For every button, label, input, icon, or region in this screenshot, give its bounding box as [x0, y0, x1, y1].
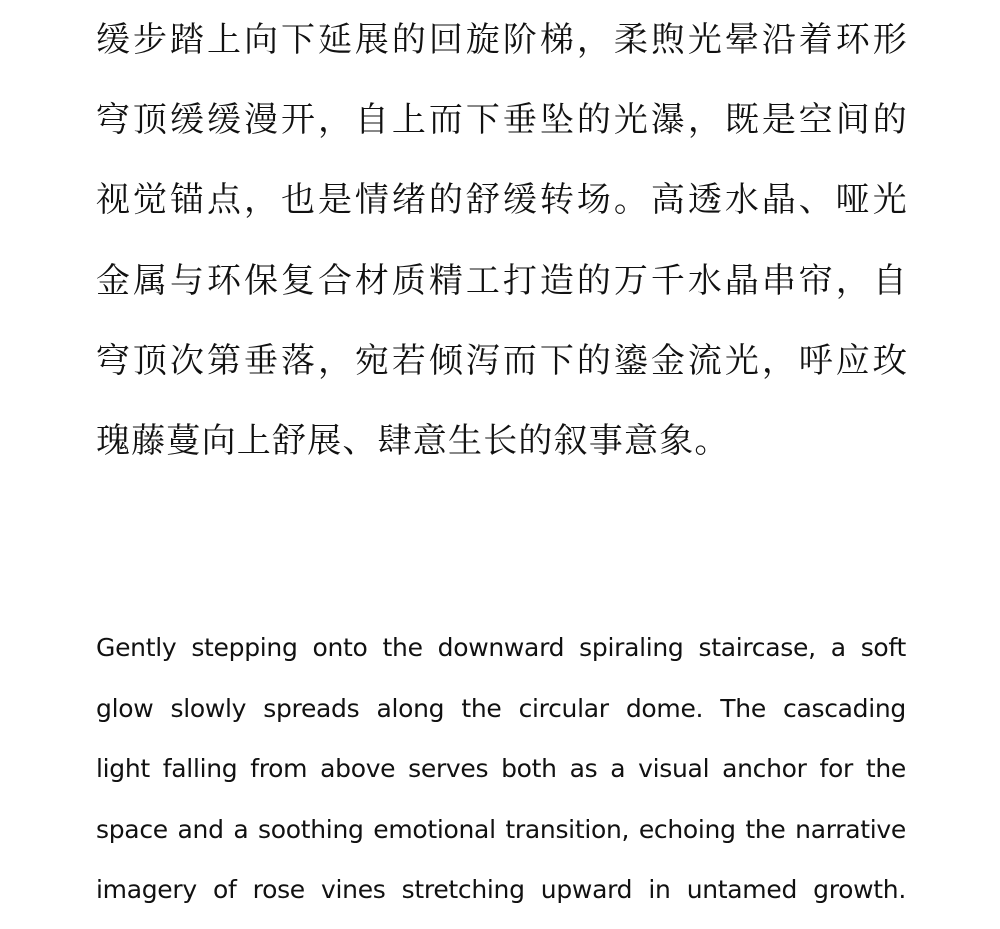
english-line-2: glow slowly spreads along the circular dome. The cascading [96, 694, 906, 723]
chinese-line-1: 缓步踏上向下延展的回旋阶梯，柔煦光晕沿着环形 [96, 20, 908, 60]
chinese-line-6: 瑰藤蔓向上舒展、肆意生长的叙事意象。 [96, 421, 730, 461]
chinese-line-2: 穹顶缓缓漫开，自上而下垂坠的光瀑，既是空间的 [96, 100, 908, 140]
chinese-line-5: 穹顶次第垂落，宛若倾泻而下的鎏金流光，呼应玫 [96, 341, 908, 381]
chinese-line-4: 金属与环保复合材质精工打造的万千水晶串帘，自 [96, 261, 908, 301]
chinese-line-3: 视觉锚点，也是情绪的舒缓转场。高透水晶、哑光 [96, 180, 908, 220]
english-line-5: imagery of rose vines stretching upward in untamed growth. [96, 875, 906, 904]
english-line-3: light falling from above serves both as a visual anchor for the [96, 754, 906, 783]
english-line-1: Gently stepping onto the downward spiraling staircase, a soft [96, 633, 906, 662]
english-line-4: space and a soothing emotional transition, echoing the narrative [96, 815, 906, 844]
